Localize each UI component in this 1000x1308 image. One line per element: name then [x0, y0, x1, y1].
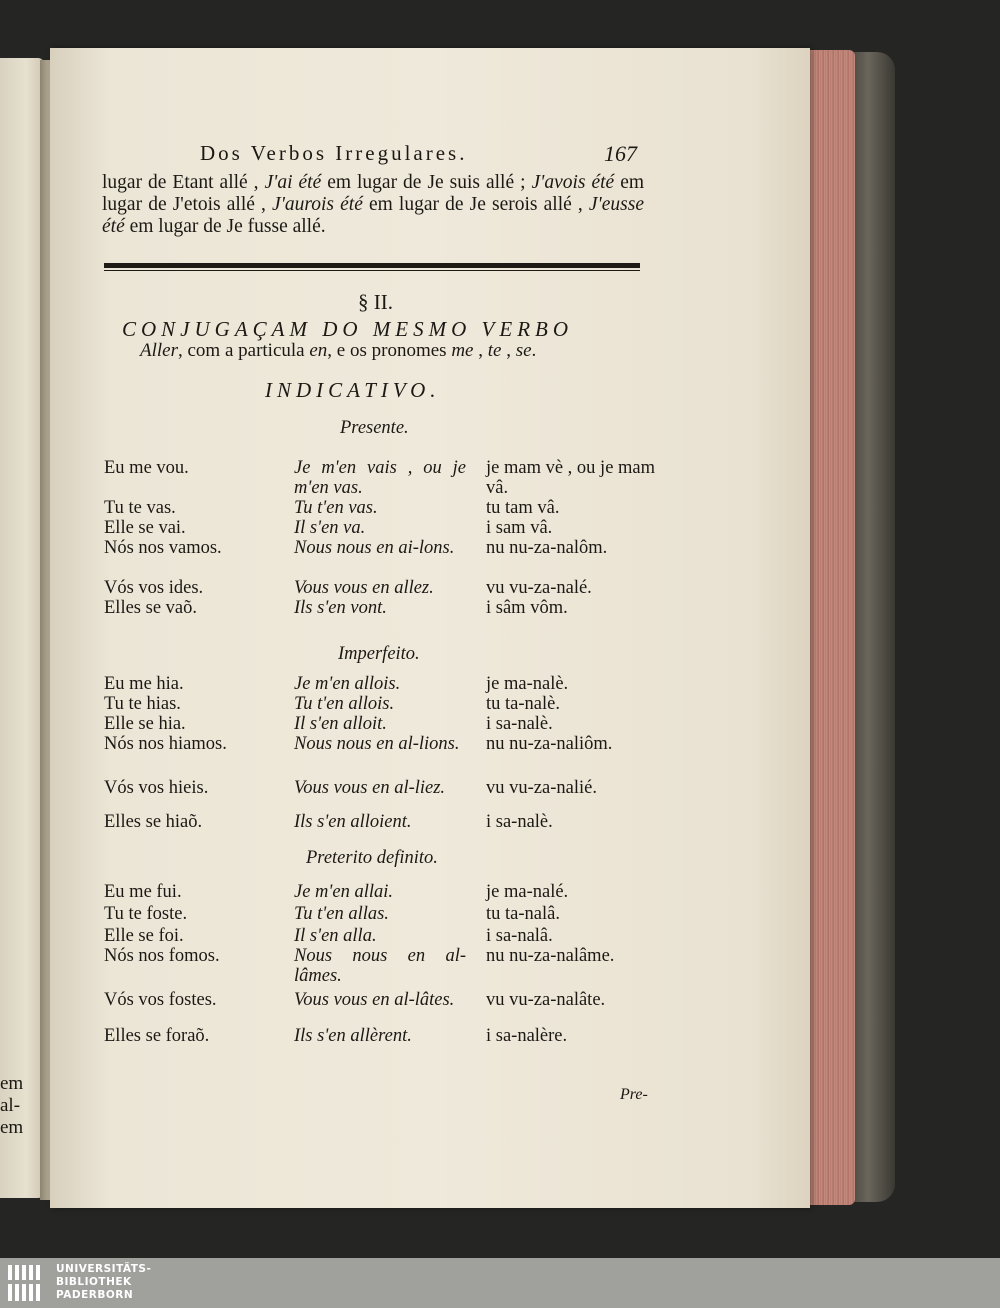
pronunciation: je mam vè , ou je mam vâ.: [486, 458, 656, 498]
french-form: Il s'en alla.: [294, 926, 377, 946]
french-form: Je m'en vais , ou je m'en vas.: [294, 458, 466, 498]
mood-heading: INDICATIVO.: [265, 378, 441, 402]
section-title: CONJUGAÇAM DO MESMO VERBO: [122, 317, 574, 341]
left-page-edge: [0, 58, 44, 1198]
book-cover: [850, 52, 895, 1202]
portuguese-form: Eu me hia.: [104, 674, 184, 694]
portuguese-form: Vós vos ides.: [104, 578, 204, 598]
portuguese-form: Tu te vas.: [104, 498, 176, 518]
pronunciation: vu vu-za-nalié.: [486, 778, 597, 798]
portuguese-form: Nós nos hiamos.: [104, 734, 227, 754]
french-form: Ils s'en alloient.: [294, 812, 412, 832]
pronunciation: nu nu-za-nalâme.: [486, 946, 615, 966]
pronunciation: i sa-nalère.: [486, 1026, 568, 1046]
section-rule: [104, 263, 640, 268]
pronunciation: i sa-nalâ.: [486, 926, 553, 946]
french-form: Je m'en allai.: [294, 882, 393, 902]
pronunciation: tu tam vâ.: [486, 498, 560, 518]
pronunciation: nu nu-za-naliôm.: [486, 734, 613, 754]
portuguese-form: Vós vos fostes.: [104, 990, 217, 1010]
french-form: Ils s'en allèrent.: [294, 1026, 412, 1046]
french-form: Je m'en allois.: [294, 674, 401, 694]
library-footer: [0, 1258, 1000, 1308]
french-form: Nous nous en al-lions.: [294, 734, 460, 754]
portuguese-form: Nós nos vamos.: [104, 538, 222, 558]
pronunciation: je ma-nalè.: [486, 674, 569, 694]
page-number: 167: [604, 141, 637, 166]
pronunciation: vu vu-za-nalâte.: [486, 990, 606, 1010]
french-form: Tu t'en allas.: [294, 904, 389, 924]
portuguese-form: Elles se hiaõ.: [104, 812, 203, 832]
pronunciation: i sa-nalè.: [486, 714, 553, 734]
french-form: Vous vous en allez.: [294, 578, 434, 598]
pronunciation: je ma-nalé.: [486, 882, 569, 902]
french-form: Tu t'en allois.: [294, 694, 395, 714]
tense-heading: Preterito definito.: [306, 848, 438, 868]
pronunciation: vu vu-za-nalé.: [486, 578, 592, 598]
portuguese-form: Elles se foraõ.: [104, 1026, 210, 1046]
pronunciation: i sa-nalè.: [486, 812, 553, 832]
french-form: Nous nous en ai-lons.: [294, 538, 455, 558]
portuguese-form: Elle se vai.: [104, 518, 186, 538]
french-form: Nous nous en al-lâmes.: [294, 946, 466, 986]
french-form: Il s'en va.: [294, 518, 366, 538]
french-form: Ils s'en vont.: [294, 598, 387, 618]
pronunciation: i sâm vôm.: [486, 598, 568, 618]
portuguese-form: Tu te hias.: [104, 694, 181, 714]
left-page-fragment: al-: [0, 1095, 21, 1116]
portuguese-form: Elles se vaõ.: [104, 598, 197, 618]
section-subtitle: Aller, com a particula en, e os pronomes me , te , se.: [140, 340, 537, 361]
catchword: Pre-: [620, 1086, 648, 1103]
intro-paragraph: lugar de Etant allé , J'ai été em lugar de Je suis allé ; J'avois été em lugar de J'etois allé , J'aurois été em lugar de Je serois allé , J'eusse été em lugar de Je fusse allé.: [102, 172, 645, 237]
left-page-fragment: em: [0, 1117, 24, 1138]
running-head: Dos Verbos Irregulares.: [200, 141, 468, 165]
portuguese-form: Vós vos hieis.: [104, 778, 209, 798]
library-logo-icon: [6, 1262, 46, 1304]
pronunciation: nu nu-za-nalôm.: [486, 538, 608, 558]
portuguese-form: Eu me vou.: [104, 458, 189, 478]
portuguese-form: Eu me fui.: [104, 882, 182, 902]
french-form: Vous vous en al-liez.: [294, 778, 446, 798]
section-mark: § II.: [358, 290, 393, 314]
pronunciation: i sam vâ.: [486, 518, 553, 538]
portuguese-form: Nós nos fomos.: [104, 946, 220, 966]
pronunciation: tu ta-nalè.: [486, 694, 560, 714]
tense-heading: Imperfeito.: [338, 644, 420, 664]
portuguese-form: Tu te foste.: [104, 904, 188, 924]
french-form: Vous vous en al-lâtes.: [294, 990, 455, 1010]
book-page: [50, 48, 810, 1208]
portuguese-form: Elle se hia.: [104, 714, 186, 734]
tense-heading: Presente.: [340, 418, 409, 438]
section-rule-thin: [104, 270, 640, 271]
portuguese-form: Elle se foi.: [104, 926, 184, 946]
french-form: Tu t'en vas.: [294, 498, 378, 518]
left-page-fragment: em: [0, 1073, 24, 1094]
pronunciation: tu ta-nalâ.: [486, 904, 560, 924]
library-name: UNIVERSITÄTS- BIBLIOTHEK PADERBORN: [56, 1263, 152, 1301]
french-form: Il s'en alloit.: [294, 714, 387, 734]
